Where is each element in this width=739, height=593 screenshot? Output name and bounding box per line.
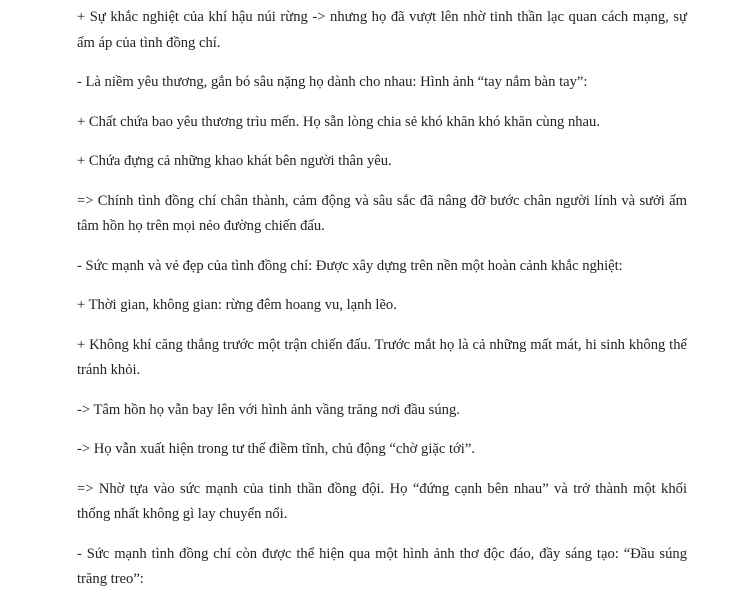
paragraph-tense-atmosphere: + Không khí căng thẳng trước một trận chiến đấu. Trước mắt họ là cả những mất mát, hi sinh không thể tránh khỏi. bbox=[77, 336, 687, 378]
paragraph-moon-image: -> Tâm hồn họ vẫn bay lên với hình ảnh vầng trăng nơi đầu súng. bbox=[77, 401, 460, 418]
paragraph-holding-hands: - Là niềm yêu thương, gắn bó sâu nặng họ dành cho nhau: Hình ảnh “tay nắm bàn tay”: bbox=[77, 74, 588, 90]
paragraph-solidarity: => Nhờ tựa vào sức mạnh của tinh thần đồng đội. Họ “đứng cạnh bên nhau” và trở thành một khối thống nhất không gì lay chuyển nổi. bbox=[77, 480, 687, 522]
paragraph-longing: + Chứa đựng cả những khao khát bên người thân yêu. bbox=[77, 153, 392, 169]
paragraph-climate-hardship: + Sự khắc nghiệt của khí hậu núi rừng -> nhưng họ đã vượt lên nhờ tinh thần lạc quan cách mạng, sự ấm áp của tình đồng chí. bbox=[77, 9, 687, 51]
paragraph-poetic-image: - Sức mạnh tình đồng chí còn được thể hiện qua một hình ảnh thơ độc đáo, đầy sáng tạo: “Đầu súng trăng treo”: bbox=[77, 545, 687, 587]
paragraph-strength-and-beauty: - Sức mạnh và vẻ đẹp của tình đồng chí: Được xây dựng trên nền một hoàn cảnh khắc nghiệt: bbox=[77, 257, 623, 274]
paragraph-sharing-hardship: + Chất chứa bao yêu thương trìu mến. Họ sẵn lòng chia sẻ khó khăn khó khăn cùng nhau. bbox=[77, 113, 600, 130]
paragraph-waiting-enemy: -> Họ vẫn xuất hiện trong tư thế điềm tĩnh, chủ động “chờ giặc tới”. bbox=[77, 441, 475, 457]
paragraph-comradeship-conclusion: => Chính tình đồng chí chân thành, cảm động và sâu sắc đã nâng đỡ bước chân người lính và sưởi ấm tâm hồn họ trên mọi nẻo đường chiến đấu. bbox=[77, 192, 687, 234]
paragraph-time-space: + Thời gian, không gian: rừng đêm hoang vu, lạnh lẽo. bbox=[77, 297, 397, 313]
